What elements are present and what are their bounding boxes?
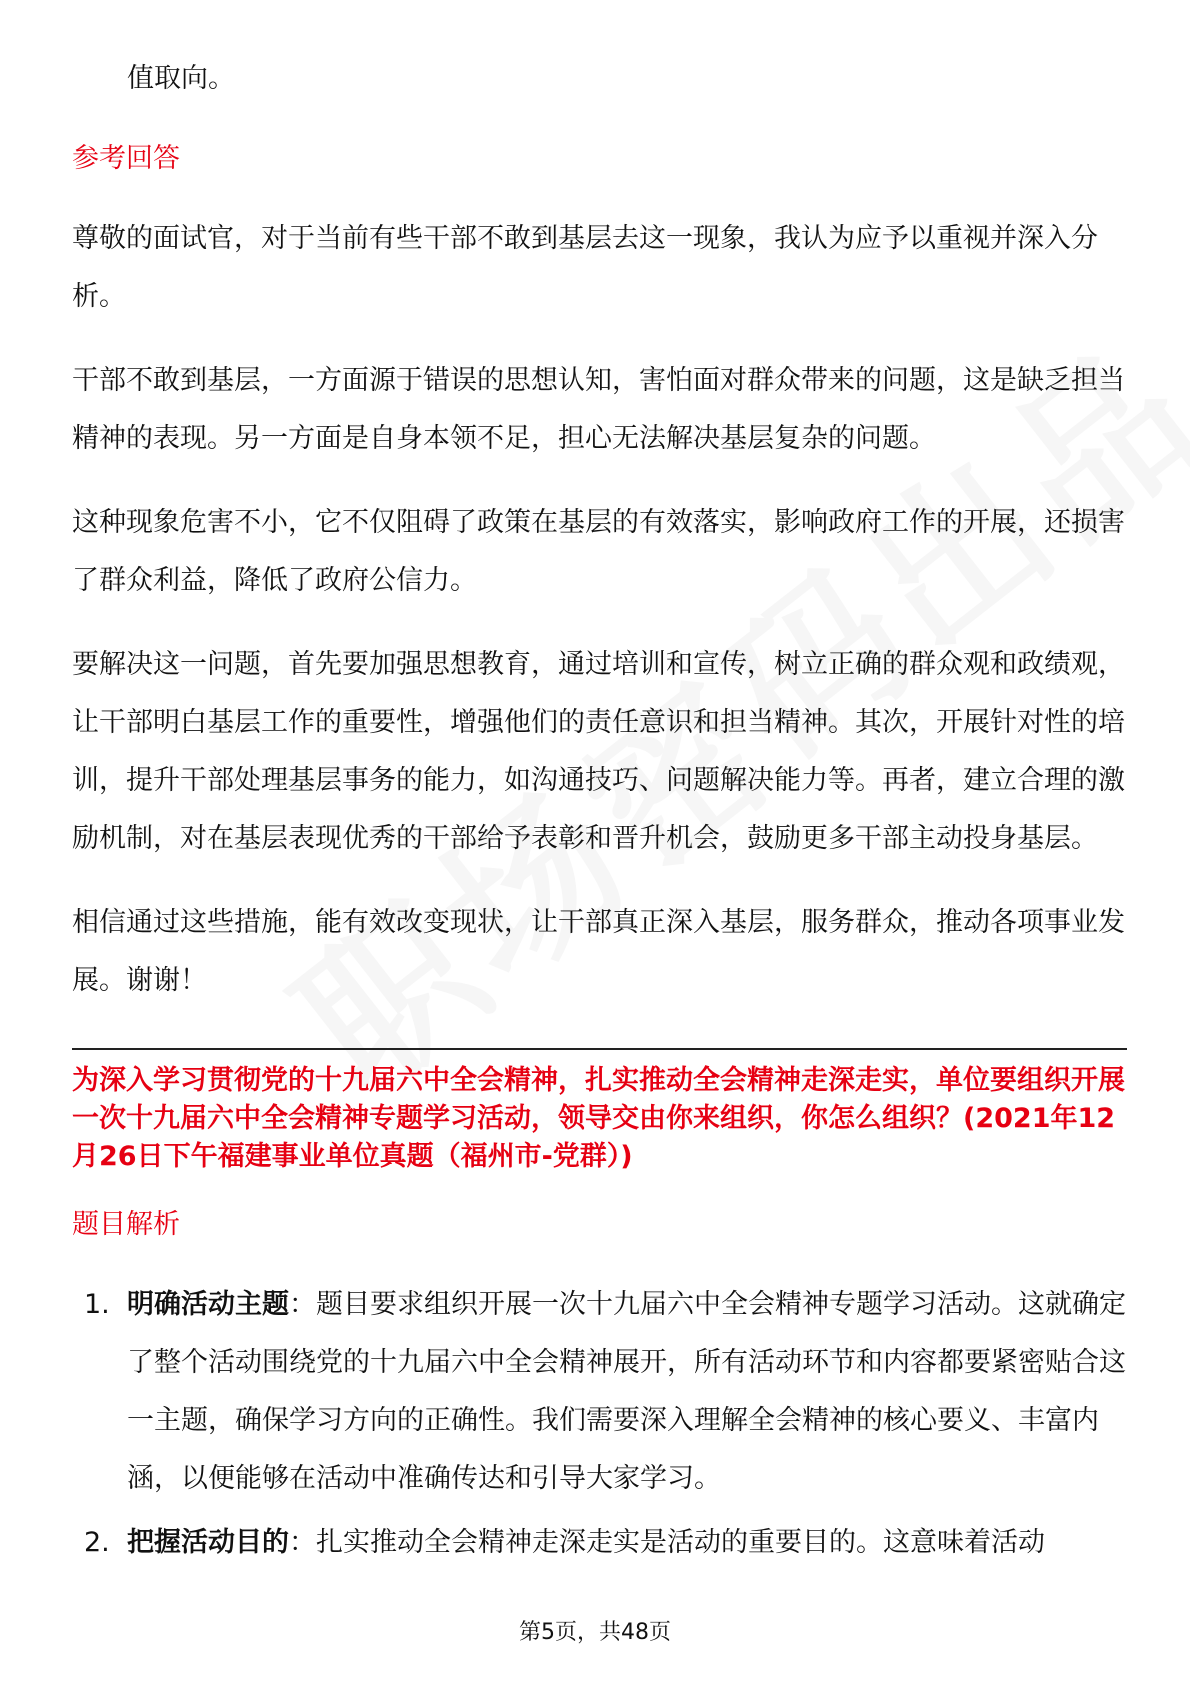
analysis-heading: 题目解析 <box>72 1209 180 1240</box>
list-item-number: 2. <box>84 1527 110 1558</box>
list-item <box>72 1514 1127 1572</box>
page-footer: 第5页，共48页 <box>519 1620 671 1645</box>
list-item-number: 1. <box>84 1289 110 1320</box>
top-fragment: 值取向。 <box>127 63 235 94</box>
list-item-text: ：题目要求组织开展一次十九届六中全会精神专题学习活动。这就确定了整个活动围绕党的十九届六中全会精神展开，所有活动环节和内容都要紧密贴合这一主题，确保学习方向的正确性。我们需要深入理解全会精神的核心要义、丰富内涵，以便能够在活动中准确传达和引导大家学习。 <box>127 1289 1126 1494</box>
list-item-text: ：扎实推动全会精神走深走实是活动的重要目的。这意味着活动 <box>289 1527 1045 1558</box>
answer-paragraph: 要解决这一问题，首先要加强思想教育，通过培训和宣传，树立正确的群众观和政绩观，让干部明白基层工作的重要性，增强他们的责任意识和担当精神。其次，开展针对性的培训，提升干部处理基层事务的能力，如沟通技巧、问题解决能力等。再者，建立合理的激励机制，对在基层表现优秀的干部给予表彰和晋升机会，鼓励更多干部主动投身基层。 <box>72 649 1125 854</box>
list-item-title: 把握活动目的 <box>127 1527 289 1558</box>
answer-paragraph: 尊敬的面试官，对于当前有些干部不敢到基层去这一现象，我认为应予以重视并深入分析。 <box>72 223 1098 312</box>
document-page <box>72 50 1127 1572</box>
list-item-title: 明确活动主题 <box>127 1289 289 1320</box>
question-title: 为深入学习贯彻党的十九届六中全会精神，扎实推动全会精神走深走实，单位要组织开展一次十九届六中全会精神专题学习活动，领导交由你来组织，你怎么组织？(2021年12月26日下午福建事业单位真题（福州市-党群）) <box>72 1065 1125 1172</box>
section-divider <box>72 1048 1127 1050</box>
list-item <box>72 1276 1127 1508</box>
reference-answer-heading: 参考回答 <box>72 143 180 174</box>
answer-paragraph: 相信通过这些措施，能有效改变现状，让干部真正深入基层，服务群众，推动各项事业发展。谢谢！ <box>72 907 1125 996</box>
answer-paragraph: 干部不敢到基层，一方面源于错误的思想认知，害怕面对群众带来的问题，这是缺乏担当精神的表现。另一方面是自身本领不足，担心无法解决基层复杂的问题。 <box>72 365 1125 454</box>
analysis-list <box>72 1276 1127 1572</box>
answer-paragraph: 这种现象危害不小，它不仅阻碍了政策在基层的有效落实，影响政府工作的开展，还损害了群众利益，降低了政府公信力。 <box>72 507 1125 596</box>
